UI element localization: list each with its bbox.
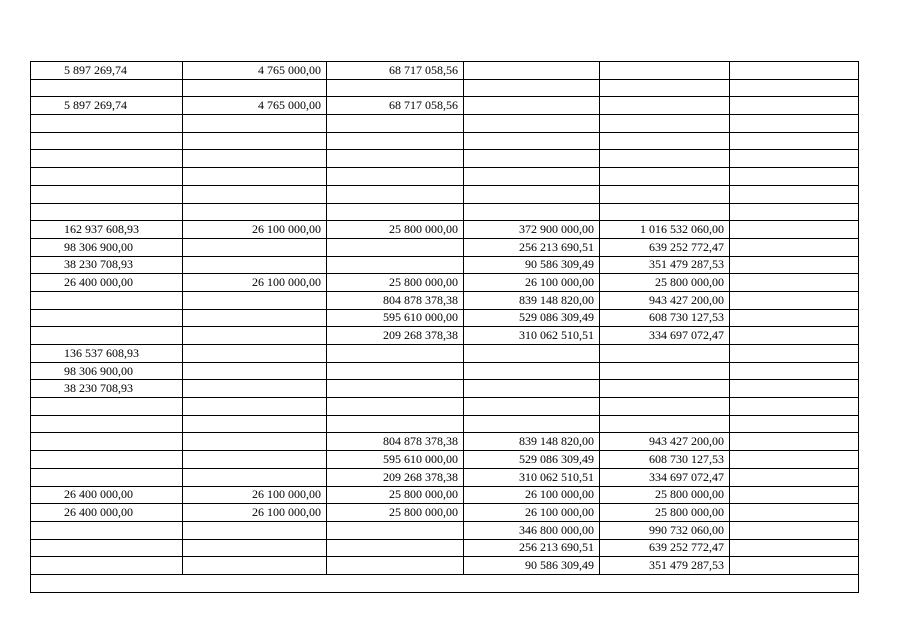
table-cell xyxy=(600,185,730,203)
table-cell: 25 800 000,00 xyxy=(600,274,730,292)
table-row xyxy=(31,115,859,133)
table-row xyxy=(31,574,859,592)
table-cell xyxy=(464,115,600,133)
table-cell xyxy=(31,150,183,168)
table-cell xyxy=(730,362,859,380)
table-cell: 38 230 708,93 xyxy=(31,256,183,274)
table-cell: 351 479 287,53 xyxy=(600,256,730,274)
table-cell xyxy=(464,415,600,433)
table-row xyxy=(31,150,859,168)
table-cell xyxy=(31,451,183,469)
table-cell xyxy=(183,185,327,203)
table-cell xyxy=(327,557,464,575)
table-cell xyxy=(730,574,859,592)
table-cell: 529 086 309,49 xyxy=(464,451,600,469)
table-cell: 26 400 000,00 xyxy=(31,486,183,504)
table-cell: 943 427 200,00 xyxy=(600,291,730,309)
table-cell xyxy=(730,521,859,539)
table-cell xyxy=(183,433,327,451)
table-cell xyxy=(600,97,730,115)
table-cell: 595 610 000,00 xyxy=(327,451,464,469)
table-cell: 1 016 532 060,00 xyxy=(600,221,730,239)
table-cell xyxy=(31,115,183,133)
table-cell xyxy=(730,557,859,575)
table-cell xyxy=(600,415,730,433)
table-cell: 804 878 378,38 xyxy=(327,433,464,451)
table-cell xyxy=(183,79,327,97)
financial-table xyxy=(30,61,859,593)
table-cell xyxy=(327,168,464,186)
table-cell: 209 268 378,38 xyxy=(327,327,464,345)
table-cell xyxy=(31,79,183,97)
table-cell: 529 086 309,49 xyxy=(464,309,600,327)
table-cell: 26 100 000,00 xyxy=(183,504,327,522)
table-cell xyxy=(183,362,327,380)
table-cell xyxy=(31,203,183,221)
table-cell: 98 306 900,00 xyxy=(31,238,183,256)
table-cell xyxy=(327,256,464,274)
table-cell: 26 100 000,00 xyxy=(183,274,327,292)
table-cell xyxy=(464,132,600,150)
table-cell xyxy=(327,521,464,539)
table-cell xyxy=(730,486,859,504)
table-cell xyxy=(327,79,464,97)
table-row xyxy=(31,97,859,115)
table-row xyxy=(31,362,859,380)
table-cell: 256 213 690,51 xyxy=(464,539,600,557)
table-cell: 4 765 000,00 xyxy=(183,62,327,80)
table-cell: 334 697 072,47 xyxy=(600,327,730,345)
table-cell xyxy=(600,380,730,398)
table-cell xyxy=(464,345,600,363)
table-row xyxy=(31,486,859,504)
table-cell xyxy=(730,415,859,433)
table-cell: 26 100 000,00 xyxy=(183,486,327,504)
table-cell: 68 717 058,56 xyxy=(327,97,464,115)
table-cell: 608 730 127,53 xyxy=(600,309,730,327)
table-cell xyxy=(183,451,327,469)
table-cell xyxy=(183,327,327,345)
table-cell xyxy=(600,79,730,97)
table-cell xyxy=(183,398,327,416)
table-row xyxy=(31,185,859,203)
table-cell: 839 148 820,00 xyxy=(464,291,600,309)
table-cell: 162 937 608,93 xyxy=(31,221,183,239)
table-cell: 25 800 000,00 xyxy=(327,486,464,504)
table-cell xyxy=(327,115,464,133)
table-cell xyxy=(730,380,859,398)
table-cell: 26 400 000,00 xyxy=(31,274,183,292)
table-cell xyxy=(730,327,859,345)
table-cell xyxy=(183,150,327,168)
table-cell: 310 062 510,51 xyxy=(464,327,600,345)
table-row xyxy=(31,168,859,186)
table-cell xyxy=(730,238,859,256)
table-row xyxy=(31,309,859,327)
table-row xyxy=(31,433,859,451)
table-cell: 990 732 060,00 xyxy=(600,521,730,539)
table-cell: 372 900 000,00 xyxy=(464,221,600,239)
table-cell xyxy=(183,557,327,575)
table-cell xyxy=(600,115,730,133)
table-cell xyxy=(600,168,730,186)
table-row xyxy=(31,62,859,80)
table-cell: 90 586 309,49 xyxy=(464,256,600,274)
table-cell: 5 897 269,74 xyxy=(31,97,183,115)
table-row xyxy=(31,451,859,469)
table-cell xyxy=(464,574,600,592)
table-cell: 943 427 200,00 xyxy=(600,433,730,451)
table-cell: 68 717 058,56 xyxy=(327,62,464,80)
table-cell xyxy=(464,62,600,80)
table-cell xyxy=(464,79,600,97)
table-cell xyxy=(31,557,183,575)
table-cell xyxy=(730,132,859,150)
table-cell xyxy=(183,574,327,592)
table-cell xyxy=(730,168,859,186)
table-cell xyxy=(183,521,327,539)
table-cell xyxy=(600,203,730,221)
table-cell: 38 230 708,93 xyxy=(31,380,183,398)
table-cell xyxy=(600,62,730,80)
table-body xyxy=(31,62,859,593)
table-row xyxy=(31,557,859,575)
table-row xyxy=(31,539,859,557)
table-cell xyxy=(183,291,327,309)
table-cell xyxy=(31,539,183,557)
table-row xyxy=(31,415,859,433)
table-cell: 90 586 309,49 xyxy=(464,557,600,575)
table-cell: 26 400 000,00 xyxy=(31,504,183,522)
table-cell xyxy=(327,539,464,557)
table-cell: 4 765 000,00 xyxy=(183,97,327,115)
table-row xyxy=(31,256,859,274)
table-cell: 26 100 000,00 xyxy=(464,504,600,522)
table-cell xyxy=(730,256,859,274)
table-cell xyxy=(464,168,600,186)
table-cell xyxy=(183,168,327,186)
table-cell: 26 100 000,00 xyxy=(464,274,600,292)
table-cell: 26 100 000,00 xyxy=(183,221,327,239)
table-cell xyxy=(730,451,859,469)
table-cell xyxy=(730,185,859,203)
table-cell xyxy=(730,504,859,522)
table-cell xyxy=(327,415,464,433)
table-cell xyxy=(730,150,859,168)
table-cell xyxy=(183,468,327,486)
table-cell xyxy=(730,115,859,133)
table-cell xyxy=(327,203,464,221)
table-cell xyxy=(464,380,600,398)
table-cell xyxy=(730,291,859,309)
table-cell xyxy=(327,150,464,168)
table-cell xyxy=(31,468,183,486)
table-cell xyxy=(183,256,327,274)
table-cell xyxy=(31,185,183,203)
table-cell xyxy=(183,115,327,133)
table-row xyxy=(31,327,859,345)
table-cell xyxy=(183,238,327,256)
table-cell xyxy=(600,150,730,168)
table-cell: 334 697 072,47 xyxy=(600,468,730,486)
table-row xyxy=(31,468,859,486)
table-cell: 346 800 000,00 xyxy=(464,521,600,539)
table-row xyxy=(31,221,859,239)
table-cell: 209 268 378,38 xyxy=(327,468,464,486)
table-cell xyxy=(327,345,464,363)
table-cell: 98 306 900,00 xyxy=(31,362,183,380)
table-cell xyxy=(183,539,327,557)
table-cell xyxy=(464,185,600,203)
table-row xyxy=(31,132,859,150)
table-row xyxy=(31,203,859,221)
table-cell xyxy=(31,168,183,186)
table-cell xyxy=(31,415,183,433)
table-cell xyxy=(464,362,600,380)
table-cell xyxy=(31,574,183,592)
table-cell: 25 800 000,00 xyxy=(327,221,464,239)
table-cell: 25 800 000,00 xyxy=(600,504,730,522)
table-cell xyxy=(327,185,464,203)
table-cell xyxy=(464,398,600,416)
table-cell xyxy=(327,398,464,416)
table-row xyxy=(31,521,859,539)
table-cell xyxy=(327,574,464,592)
table-cell xyxy=(600,345,730,363)
table-cell: 595 610 000,00 xyxy=(327,309,464,327)
table-cell xyxy=(730,539,859,557)
table-cell xyxy=(600,132,730,150)
table-row xyxy=(31,345,859,363)
table-row xyxy=(31,79,859,97)
table-cell xyxy=(183,203,327,221)
table-cell xyxy=(183,415,327,433)
table-cell xyxy=(31,398,183,416)
table-cell xyxy=(31,327,183,345)
table-cell xyxy=(730,274,859,292)
table-cell: 310 062 510,51 xyxy=(464,468,600,486)
table-row xyxy=(31,398,859,416)
table-cell xyxy=(730,309,859,327)
table-cell xyxy=(730,203,859,221)
table-cell: 136 537 608,93 xyxy=(31,345,183,363)
table-row xyxy=(31,504,859,522)
table-cell xyxy=(31,132,183,150)
table-cell xyxy=(327,132,464,150)
table-cell xyxy=(31,291,183,309)
table-cell xyxy=(600,362,730,380)
table-cell xyxy=(730,345,859,363)
table-cell xyxy=(730,62,859,80)
table-cell: 351 479 287,53 xyxy=(600,557,730,575)
table-cell: 25 800 000,00 xyxy=(327,504,464,522)
table-row xyxy=(31,380,859,398)
table-cell xyxy=(730,221,859,239)
table-cell xyxy=(730,79,859,97)
table-cell xyxy=(600,574,730,592)
table-cell xyxy=(183,132,327,150)
table-cell xyxy=(31,433,183,451)
table-cell xyxy=(730,97,859,115)
table-cell xyxy=(183,345,327,363)
table-cell xyxy=(327,380,464,398)
table-cell: 639 252 772,47 xyxy=(600,539,730,557)
table-row xyxy=(31,238,859,256)
table-cell xyxy=(183,309,327,327)
table-cell xyxy=(730,433,859,451)
table-row xyxy=(31,274,859,292)
table-cell: 26 100 000,00 xyxy=(464,486,600,504)
table-cell xyxy=(464,150,600,168)
table-cell: 25 800 000,00 xyxy=(600,486,730,504)
table-cell xyxy=(730,468,859,486)
table-cell: 804 878 378,38 xyxy=(327,291,464,309)
table-cell: 608 730 127,53 xyxy=(600,451,730,469)
table-row xyxy=(31,291,859,309)
table-cell: 25 800 000,00 xyxy=(327,274,464,292)
table-cell xyxy=(31,309,183,327)
table-cell: 839 148 820,00 xyxy=(464,433,600,451)
table-cell: 639 252 772,47 xyxy=(600,238,730,256)
table-cell xyxy=(327,362,464,380)
table-cell xyxy=(31,521,183,539)
table-cell xyxy=(464,97,600,115)
table-cell xyxy=(327,238,464,256)
table-cell: 256 213 690,51 xyxy=(464,238,600,256)
table-cell xyxy=(183,380,327,398)
table-cell xyxy=(730,398,859,416)
table-cell xyxy=(600,398,730,416)
table-cell xyxy=(464,203,600,221)
table-cell: 5 897 269,74 xyxy=(31,62,183,80)
